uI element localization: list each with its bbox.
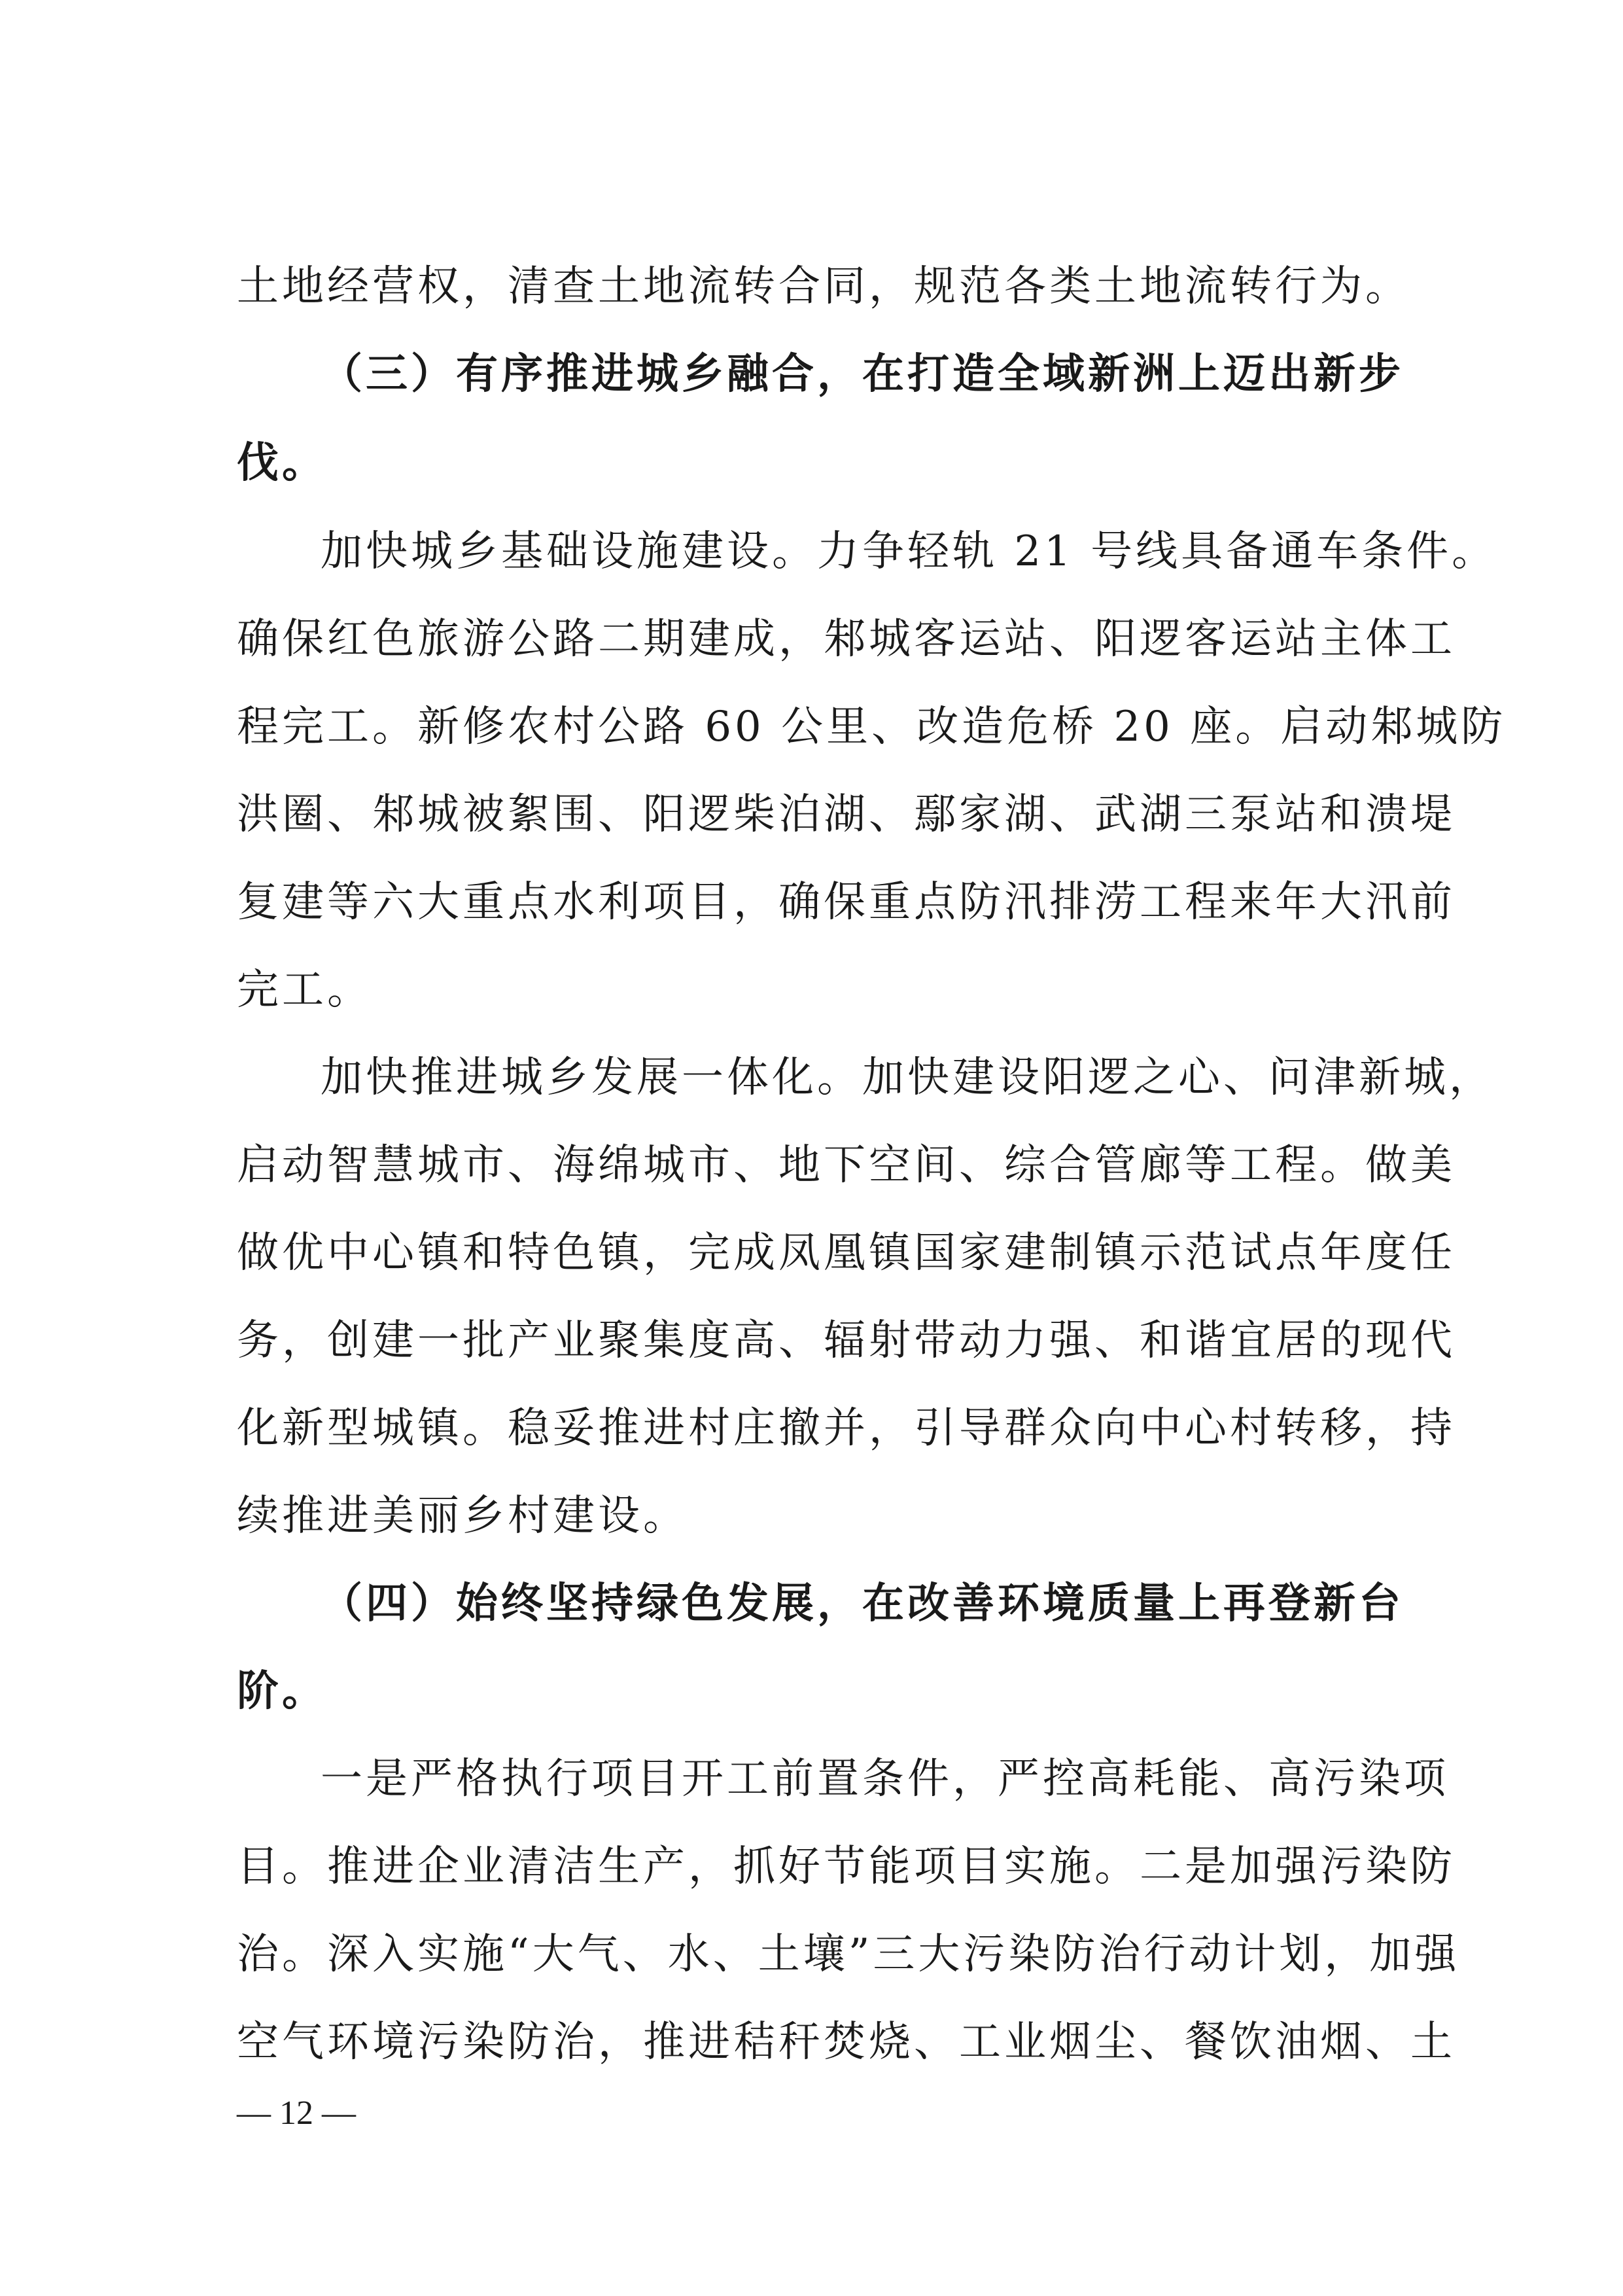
section-heading-continuation: 伐。 [237, 438, 327, 487]
body-text-line: 空气环境污染防治，推进秸秆焚烧、工业烟尘、餐饮油烟、土 [237, 2018, 1456, 2066]
body-text-line: 一是严格执行项目开工前置条件，严控高耗能、高污染项 [321, 1755, 1449, 1803]
body-text-line: 程完工。新修农村公路 60 公里、改造危桥 20 座。启动邾城防 [237, 703, 1507, 751]
body-text-line: 洪圈、邾城被絮围、阳逻柴泊湖、鄢家湖、武湖三泵站和溃堤 [237, 790, 1456, 839]
body-text-line: 加快城乡基础设施建设。力争轻轨 21 号线具备通车条件。 [321, 527, 1497, 576]
body-text-line: 化新型城镇。稳妥推进村庄撤并，引导群众向中心村转移，持 [237, 1404, 1456, 1453]
body-text-line: 完工。 [237, 966, 372, 1014]
section-heading: （三）有序推进城乡融合，在打造全域新洲上迈出新步 [321, 349, 1404, 398]
body-text-line: 务，创建一批产业聚集度高、辐射带动力强、和谐宜居的现代 [237, 1316, 1456, 1365]
body-text-line: 治。深入实施“大气、水、土壤”三大污染防治行动计划，加强 [237, 1930, 1460, 1979]
body-text-line: 做优中心镇和特色镇，完成凤凰镇国家建制镇示范试点年度任 [237, 1229, 1456, 1277]
body-text-line: 复建等六大重点水利项目，确保重点防汛排涝工程来年大汛前 [237, 878, 1456, 927]
body-text-line: 土地经营权，清查土地流转合同，规范各类土地流转行为。 [237, 262, 1410, 311]
body-text-line: 确保红色旅游公路二期建成，邾城客运站、阳逻客运站主体工 [237, 615, 1456, 663]
body-text-line: 启动智慧城市、海绵城市、地下空间、综合管廊等工程。做美 [237, 1141, 1456, 1190]
page-number: — 12 — [237, 2094, 356, 2132]
body-text-line: 续推进美丽乡村建设。 [237, 1492, 688, 1540]
body-text-line: 加快推进城乡发展一体化。加快建设阳逻之心、问津新城， [321, 1053, 1494, 1102]
body-text-line: 目。推进企业清洁生产，抓好节能项目实施。二是加强污染防 [237, 1843, 1456, 1891]
section-heading: （四）始终坚持绿色发展，在改善环境质量上再登新台 [321, 1579, 1404, 1628]
section-heading-continuation: 阶。 [237, 1667, 327, 1716]
